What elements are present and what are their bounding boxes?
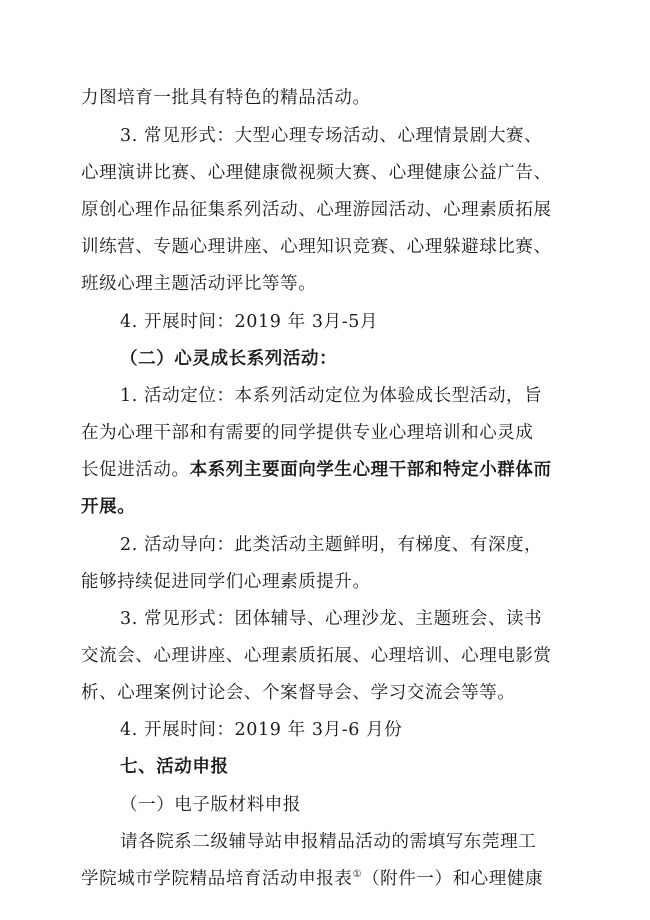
paragraph-line: 力图培育一批具有特色的精品活动。 (81, 88, 371, 108)
paragraph-line: 析、心理案例讨论会、个案督导会、学习交流会等等。 (81, 683, 516, 703)
paragraph-line: 请各院系二级辅导站申报精品活动的需填写东莞理工 (120, 832, 537, 852)
paragraph-line: 在为心理干部和有需要的同学提供专业心理培训和心灵成 (81, 423, 534, 443)
text-span: 长促进活动。 (81, 460, 190, 480)
paragraph-line: 能够持续促进同学们心理素质提升。 (81, 572, 371, 592)
list-item-forms: 3. 常见形式：团体辅导、心理沙龙、主题班会、读书 (120, 609, 543, 629)
list-item-time: 4. 开展时间：2019 年 3月-6 月份 (120, 720, 403, 740)
list-item-time: 4. 开展时间：2019 年 3月-5月 (120, 312, 379, 332)
emphasis-text: 开展。 (81, 497, 136, 517)
footnote-marker: ① (352, 869, 363, 881)
list-item-forms: 3. 常见形式：大型心理专场活动、心理情景剧大赛、 (120, 126, 543, 146)
subsection-heading: （一）电子版材料申报 (120, 795, 301, 815)
list-item-positioning: 1. 活动定位：本系列活动定位为体验成长型活动，旨 (120, 386, 543, 406)
emphasis-text: 本系列主要面向学生心理干部和特定小群体而 (189, 460, 552, 480)
paragraph-line: 原创心理作品征集系列活动、心理游园活动、心理素质拓展 (81, 200, 552, 220)
paragraph-line (81, 458, 552, 482)
paragraph-line: 训练营、专题心理讲座、心理知识竞赛、心理躲避球比赛、 (81, 237, 552, 257)
section-heading: （二）心灵成长系列活动： (120, 349, 338, 369)
text-span: （附件一）和心理健康 (362, 869, 544, 889)
text-span: 学院城市学院精品培育活动申报表 (81, 869, 353, 889)
paragraph-line: 心理演讲比赛、心理健康微视频大赛、心理健康公益广告、 (81, 163, 552, 183)
paragraph-line (81, 867, 543, 891)
section-heading: 七、活动申报 (120, 757, 229, 777)
paragraph-line: 交流会、心理讲座、心理素质拓展、心理培训、心理电影赏 (81, 646, 552, 666)
list-item-guidance: 2. 活动导向：此类活动主题鲜明，有梯度、有深度， (120, 535, 543, 555)
paragraph-line: 班级心理主题活动评比等等。 (81, 274, 317, 294)
